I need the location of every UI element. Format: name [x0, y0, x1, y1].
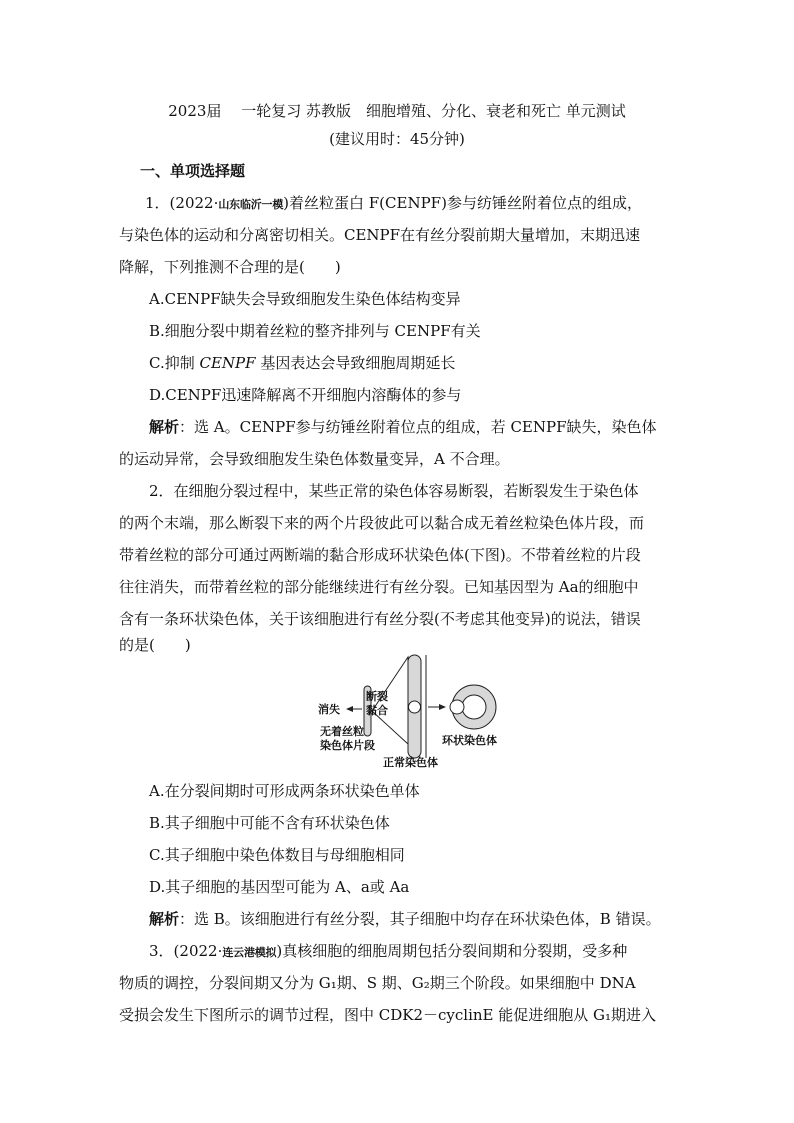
- label-fragment-1: 无着丝粒: [320, 725, 364, 738]
- ring-chromosome-figure: [300, 652, 530, 772]
- q1-stem-line-1: 1．(2022·山东临沂一模)着丝粒蛋白 F(CENPF)参与纺锤丝附着位点的组成，: [145, 194, 642, 212]
- q3-stem-line-2: 物质的调控，分裂间期又分为 G₁期、S 期、G₂期三个阶段。如果细胞中 DNA: [119, 974, 636, 992]
- ring-centromere: [450, 700, 464, 714]
- q1-source: 山东临沂一模: [218, 198, 284, 211]
- q3-stem-line-1: 3．(2022·连云港模拟)真核细胞的细胞周期包括分裂间期和分裂期，受多种: [149, 942, 628, 960]
- q1-answer-line-1: 解析：选 A。CENPF参与纺锤丝附着位点的组成，若 CENPF缺失，染色体: [149, 418, 657, 436]
- q1-option-a: A.CENPF缺失会导致细胞发生染色体结构变异: [149, 290, 461, 308]
- centromere: [409, 701, 421, 713]
- q1-option-b: B.细胞分裂中期着丝粒的整齐排列与 CENPF有关: [149, 322, 481, 340]
- q1-stem-line-3: 降解，下列推测不合理的是( ): [119, 258, 341, 276]
- q2-option-c: C.其子细胞中染色体数目与母细胞相同: [149, 846, 405, 864]
- q1-stem-line-2: 与染色体的运动和分离密切相关。CENPF在有丝分裂前期大量增加，末期迅速: [119, 226, 641, 244]
- q2-stem-line-5: 含有一条环状染色体，关于该细胞进行有丝分裂(不考虑其他变异)的说法，错误: [119, 610, 641, 628]
- label-ring: 环状染色体: [442, 734, 497, 747]
- section-heading: 一、单项选择题: [140, 162, 246, 180]
- label-lost: 消失: [318, 703, 340, 716]
- arrowhead-lost: [346, 706, 353, 712]
- q2-option-b: B.其子细胞中可能不含有环状染色体: [149, 814, 390, 832]
- gene-name: CENPF: [199, 354, 256, 372]
- document-title: 2023届 一轮复习 苏教版 细胞增殖、分化、衰老和死亡 单元测试: [168, 102, 626, 120]
- q3-stem-line-3: 受损会发生下图所示的调节过程，图中 CDK2－cyclinE 能促进细胞从 G₁期进入: [119, 1006, 657, 1024]
- q1-option-c: C.抑制 CENPF 基因表达会导致细胞周期延长: [149, 354, 456, 372]
- label-fragment-2: 染色体片段: [320, 739, 375, 752]
- label-join: 黏合: [366, 704, 388, 717]
- ring-chromosome-hole: [462, 695, 486, 719]
- q2-stem-line-4: 往往消失，而带着丝粒的部分能继续进行有丝分裂。已知基因型为 Aa的细胞中: [119, 578, 639, 596]
- q2-stem-line-1: 2．在细胞分裂过程中，某些正常的染色体容易断裂，若断裂发生于染色体: [149, 482, 639, 500]
- label-break: 断裂: [366, 690, 388, 703]
- q2-answer-line-1: 解析：选 B。该细胞进行有丝分裂，其子细胞中均存在环状染色体，B 错误。: [149, 910, 661, 928]
- label-normal: 正常染色体: [383, 756, 438, 769]
- arrowhead-ring: [439, 704, 446, 710]
- ring-chromosome-diagram: [300, 652, 530, 772]
- q1-option-d: D.CENPF迅速降解离不开细胞内溶酶体的参与: [149, 386, 462, 404]
- q2-option-a: A.在分裂间期时可形成两条环状染色单体: [149, 782, 420, 800]
- q3-source: 连云港模拟: [222, 946, 277, 959]
- q2-stem-line-6: 的是( ): [119, 636, 191, 654]
- q1-answer-line-2: 的运动异常，会导致细胞发生染色体数量变异，A 不合理。: [119, 450, 510, 468]
- document-subtitle: (建议用时：45分钟): [329, 130, 465, 148]
- q2-option-d: D.其子细胞的基因型可能为 A、a或 Aa: [149, 878, 410, 896]
- q2-stem-line-2: 的两个末端，那么断裂下来的两个片段彼此可以黏合成无着丝粒染色体片段，而: [119, 514, 645, 532]
- q2-stem-line-3: 带着丝粒的部分可通过两断端的黏合形成环状染色体(下图)。不带着丝粒的片段: [119, 546, 641, 564]
